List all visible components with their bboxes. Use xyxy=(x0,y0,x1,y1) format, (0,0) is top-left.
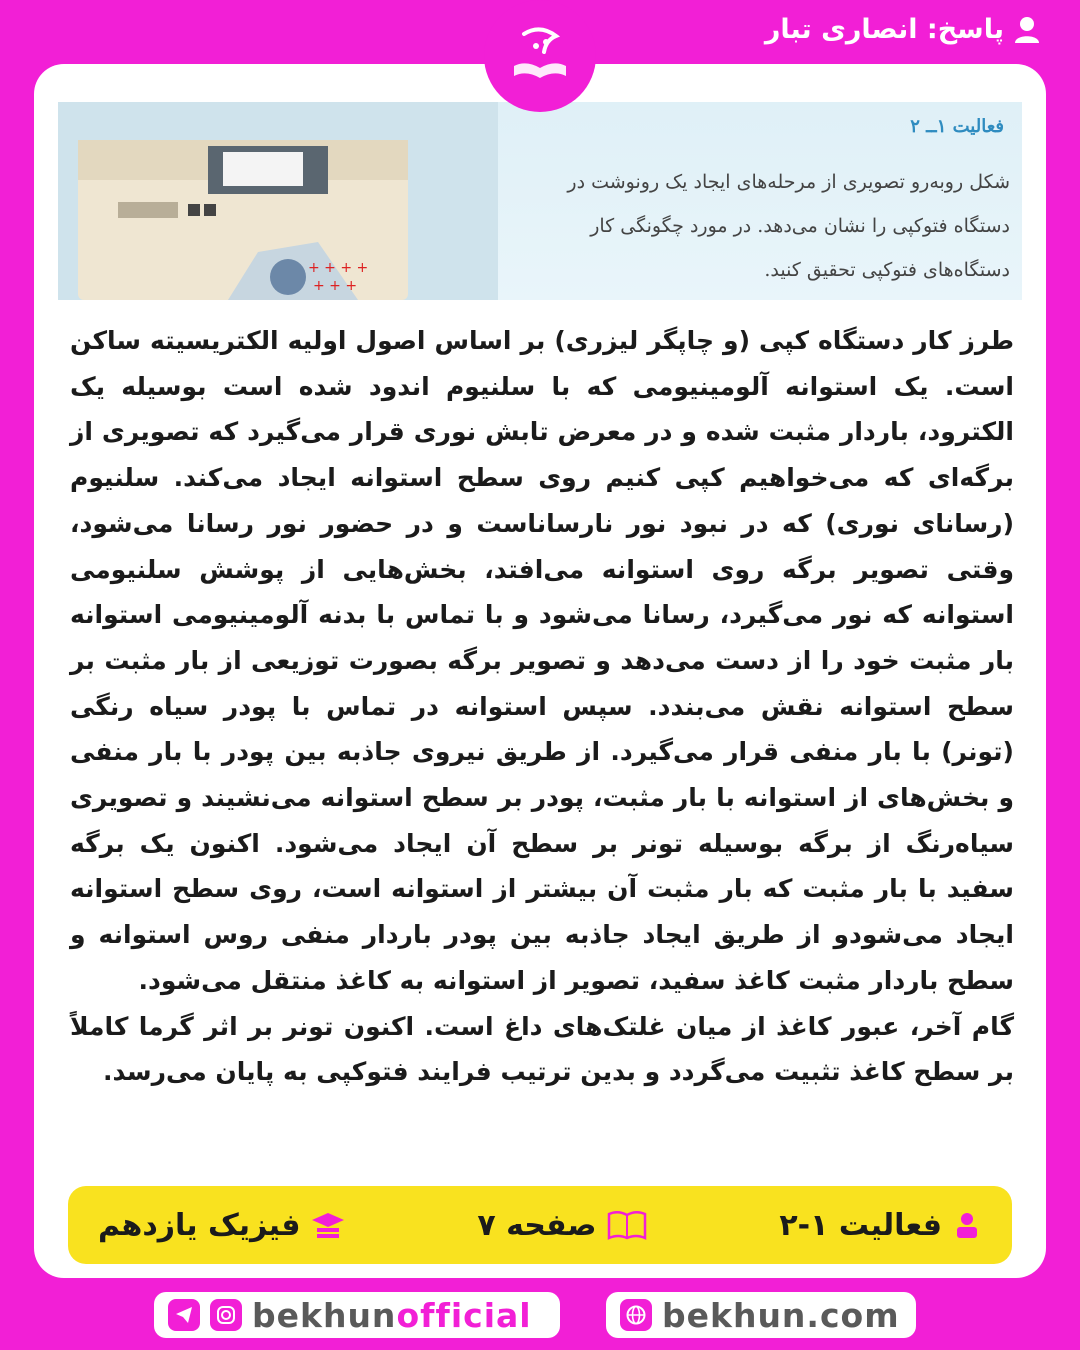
activity-info xyxy=(779,1208,982,1243)
subject-info xyxy=(98,1208,345,1243)
answer-label: پاسخ: انصاری تبار xyxy=(764,14,1004,45)
content-card xyxy=(34,64,1046,1278)
page-info xyxy=(477,1208,646,1243)
copier-illustration xyxy=(58,102,498,300)
social-handle-text: bekhunofficial xyxy=(252,1295,532,1335)
activity-heading: فعالیت ۱ــ ۲ xyxy=(910,116,1004,137)
bekhun-logo xyxy=(484,0,596,112)
logo-book-icon xyxy=(500,16,580,96)
solution-paragraph-1: طرز کار دستگاه کپی (و چاپگر لیزری) بر اساس اصول اولیه الکتریسیته ساکن است. یک استوانه آلومینیومی که با سلنیوم اندود شده است بوسیله یک الکترود، باردار مثبت شده و در معرض تابش نوری قرار می‌گیرد که تصویری از برگه‌ای که می‌خواهیم کپی کنیم روی سطح استوانه ایجاد می‌کند. سلنیوم (رسانای نوری) که در نبود نور نارساناست و در حضور نور رسانا می‌شود، وقتی تصویر برگه روی استوانه می‌افتد، بخش‌هایی از پوشش سلنیومی استوانه که نور می‌گیرد، رسانا می‌شود و با تماس با بدنه آلومینیومی استوانه بار مثبت خود را از دست می‌دهد و تصویر برگه بصورت توزیعی از بار مثبت بر سطح استوانه نقش می‌بندد. سپس استوانه در تماس با پودر سیاه رنگی (تونر) با بار منفی قرار می‌گیرد. از طریق نیروی جاذبه بین پودر با بار منفی و بخش‌های از استوانه با بار مثبت، پودر بر سطح استوانه می‌نشیند و تصویری سیاه‌رنگ از برگه بوسیله تونر بر سطح آن ایجاد می‌شود. اکنون یک برگه سفید با بار مثبت که بار مثبت آن بیشتر از استوانه است، روی سطح استوانه ایجاد می‌شودو از طریق ایجاد جاذبه بین پودر باردار منفی روس استوانه و سطح باردار مثبت کاغذ سفید، تصویر از استوانه به کاغذ منتقل می‌شود. xyxy=(70,326,1014,995)
telegram-icon xyxy=(168,1299,200,1331)
svg-text:+ + +: + + + xyxy=(313,278,358,294)
activity-question: شکل روبه‌رو تصویری از مرحله‌های ایجاد یک رونوشت در دستگاه فتوکپی را نشان می‌دهد. در مورد چگونگی کار دستگاه‌های فتوکپی تحقیق کنید. xyxy=(567,171,1010,281)
textbook-excerpt xyxy=(58,102,1022,300)
graduation-cap-icon xyxy=(311,1210,345,1240)
page-label: صفحه ۷ xyxy=(477,1207,597,1243)
globe-icon xyxy=(620,1299,652,1331)
solution-paragraph-2: گام آخر، عبور کاغذ از میان غلتک‌های داغ است. اکنون تونر بر اثر گرما کاملاً بر سطح کاغذ تثبیت می‌گردد و بدین ترتیب فرایند فتوکپی به پایان می‌رسد. xyxy=(70,1011,1014,1087)
subject-label: فیزیک یازدهم xyxy=(98,1207,301,1243)
website-link[interactable] xyxy=(606,1292,916,1338)
svg-text:+ + + +: + + + + xyxy=(308,260,369,276)
solution-text xyxy=(70,318,1014,1095)
answer-author xyxy=(765,14,1040,45)
info-bar xyxy=(68,1186,1012,1264)
teacher-icon xyxy=(952,1210,982,1240)
instagram-icon xyxy=(210,1299,242,1331)
social-handle[interactable] xyxy=(154,1292,560,1338)
open-book-icon xyxy=(607,1210,647,1240)
user-icon xyxy=(1014,16,1040,44)
website-text: bekhun.com xyxy=(662,1295,900,1335)
activity-label: فعالیت ۱-۲ xyxy=(779,1207,942,1243)
